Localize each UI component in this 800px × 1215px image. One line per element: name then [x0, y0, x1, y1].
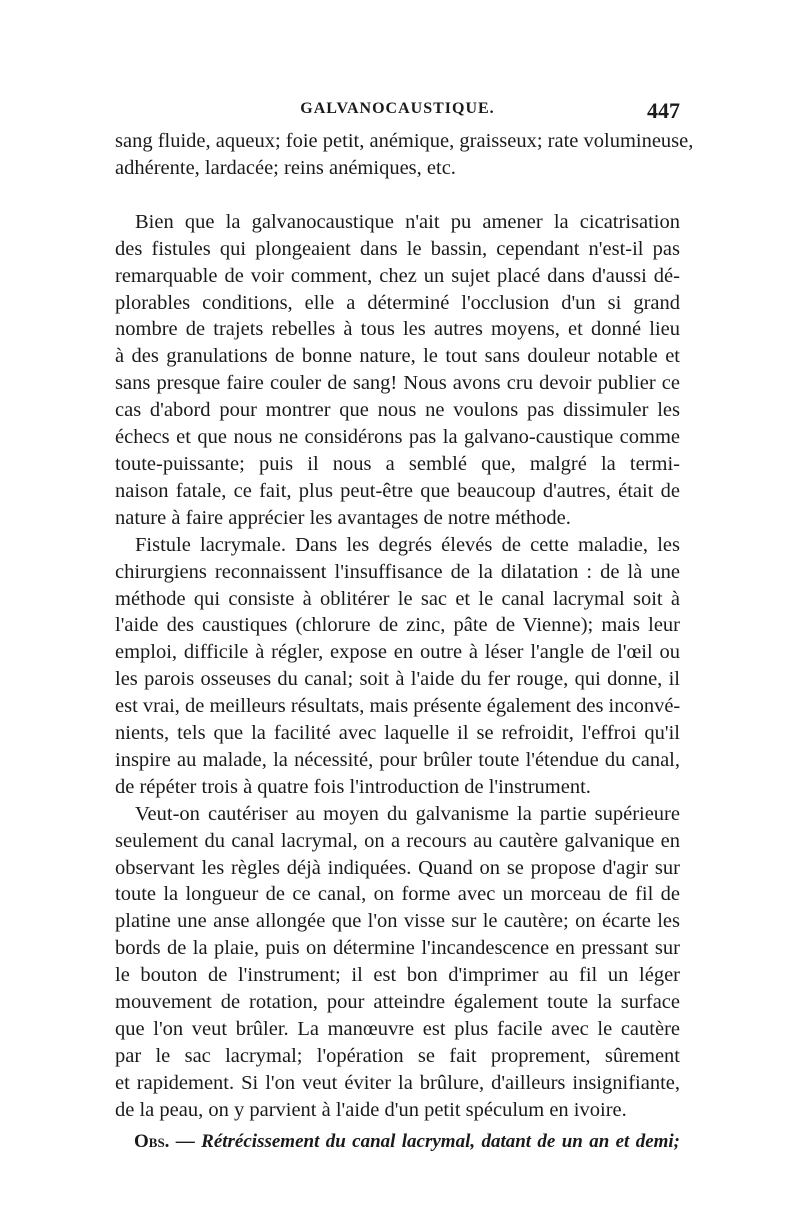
- text-line: emploi, difficile à régler, expose en outre à léser l'angle de l'œil ou: [115, 641, 680, 664]
- body-text: [115, 128, 694, 1124]
- text-line: que l'on veut brûler. La manœuvre est plus facile avec le cautère: [115, 1018, 680, 1040]
- text-line: les parois osseuses du canal; soit à l'aide du fer rouge, qui donne, il: [115, 668, 680, 691]
- text-line: platine une anse allongée que l'on visse sur le cautère; on écarte les: [115, 910, 680, 933]
- text-line: des fistules qui plongeaient dans le bassin, cependant n'est-il pas: [115, 237, 680, 260]
- paragraph-gap: [115, 182, 680, 209]
- text-line: chirurgiens reconnaissent l'insuffisance de la dilatation : de là une: [115, 560, 680, 583]
- observation-heading: [134, 1131, 680, 1153]
- text-line: est vrai, de meilleurs résultats, mais présente également des inconvé-: [115, 695, 681, 718]
- page-header: [115, 98, 680, 126]
- text-line: Bien que la galvanocaustique n'ait pu amener la cicatrisation: [135, 210, 680, 233]
- text-line: nombre de trajets rebelles à tous les autres moyens, et donné lieu: [115, 318, 680, 341]
- text-line: cas d'abord pour montrer que nous ne voulons pas dissimuler les: [115, 399, 680, 422]
- text-line: remarquable de voir comment, chez un sujet placé dans d'aussi dé-: [115, 264, 680, 287]
- text-line: nients, tels que la facilité avec laquelle il se refroidit, l'effroi qu'il: [115, 722, 680, 745]
- text-line: mouvement de rotation, pour atteindre également toute la surface: [115, 991, 680, 1014]
- text-line: observant les règles déjà indiquées. Quand on se propose d'agir sur: [115, 856, 680, 879]
- text-line: plorables conditions, elle a déterminé l'occlusion d'un si grand: [115, 291, 680, 314]
- text-line: méthode qui consiste à oblitérer le sac et le canal lacrymal soit à: [115, 587, 680, 610]
- text-line: Veut-on cautériser au moyen du galvanisme la partie supérieure: [135, 802, 680, 825]
- text-line: inspire au malade, la nécessité, pour brûler toute l'étendue du canal,: [115, 748, 680, 771]
- text-line: bords de la plaie, puis on détermine l'incandescence en pressant sur: [115, 937, 680, 960]
- text-line: l'aide des caustiques (chlorure de zinc, pâte de Vienne); mais leur: [115, 614, 680, 637]
- text-line: adhérente, lardacée; reins anémiques, etc.: [115, 156, 456, 179]
- text-line: par le sac lacrymal; l'opération se fait proprement, sûrement: [115, 1044, 680, 1067]
- text-line: toute la longueur de ce canal, on forme avec un morceau de fil de: [115, 883, 680, 906]
- text-line: de la peau, on y parvient à l'aide d'un petit spéculum en ivoire.: [115, 1098, 627, 1121]
- obs-text: Rétrécissement du canal lacrymal, datant de un an et demi;: [201, 1131, 681, 1152]
- running-title: GALVANOCAUSTIQUE.: [300, 100, 495, 117]
- text-line: et rapidement. Si l'on veut éviter la brûlure, d'ailleurs insignifiante,: [115, 1071, 680, 1094]
- text-line: nature à faire apprécier les avantages de notre méthode.: [115, 506, 571, 529]
- obs-label: Obs. —: [134, 1131, 195, 1152]
- text-line: sang fluide, aqueux; foie petit, anémique, graisseux; rate volumineuse,: [115, 130, 694, 152]
- text-line: le bouton de l'instrument; il est bon d'imprimer au fil un léger: [115, 964, 680, 987]
- text-line: échecs et que nous ne considérons pas la galvano-caustique comme: [115, 426, 680, 449]
- text-line: de répéter trois à quatre fois l'introduction de l'instrument.: [115, 775, 591, 798]
- text-line: Fistule lacrymale. Dans les degrés élevés de cette maladie, les: [135, 533, 680, 556]
- page-number: 447: [647, 98, 680, 123]
- text-line: sans presque faire couler de sang! Nous avons cru devoir publier ce: [115, 372, 680, 395]
- text-line: toute-puissante; puis il nous a semblé que, malgré la termi-: [115, 452, 680, 475]
- text-line: naison fatale, ce fait, plus peut-être que beaucoup d'autres, était de: [115, 479, 680, 502]
- text-line: seulement du canal lacrymal, on a recours au cautère galvanique en: [115, 829, 680, 852]
- text-line: à des granulations de bonne nature, le tout sans douleur notable et: [115, 345, 680, 368]
